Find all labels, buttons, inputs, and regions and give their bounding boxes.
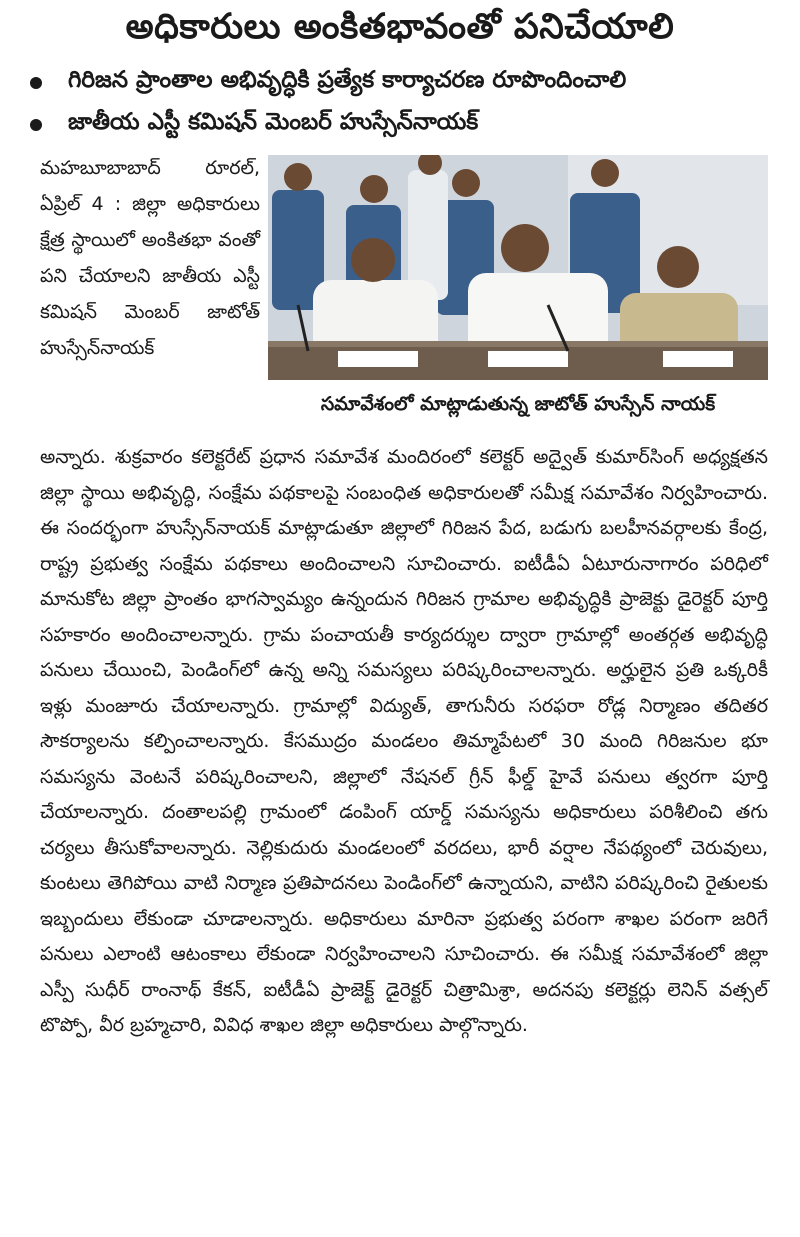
lead-paragraph: మహబూబాబాద్ రూరల్, ఏప్రిల్ 4 : జిల్లా అధికారులు క్షేత్ర స్థాయిలో అంకితభా వంతో పని చేయాలని జాతీయ ఎస్టీ కమిషన్ మెంబర్ జాటోత్ హుస్సేన్‌నాయక్ [40,157,260,359]
subheadline-text: గిరిజన ప్రాంతాల అభివృద్ధికి ప్రత్యేక కార్యాచరణ రూపొందించాలి [68,67,627,93]
bullet-icon [30,77,42,89]
meeting-photo-image [268,155,768,380]
headline: అధికారులు అంకితభావంతో పనిచేయాలి [125,7,675,47]
subheadline-item [30,62,780,104]
subheadline-list [30,62,780,146]
photo-caption: సమావేశంలో మాట్లాడుతున్న జాటోత్ హుస్సేన్ నాయక్ [320,392,716,415]
subheadline-item [30,104,780,146]
news-photo [268,155,768,430]
bullet-icon [30,119,42,131]
subheadline-text: జాతీయ ఎస్టీ కమిషన్ మెంబర్ హుస్సేన్‌నాయక్ [68,109,479,135]
article-body: అన్నారు. శుక్రవారం కలెక్టరేట్ ప్రధాన సమావేశ మందిరంలో కలెక్టర్ అద్వైత్ కుమార్‌సింగ్ అధ్యక్షతన జిల్లా స్థాయి అభివృద్ధి, సంక్షేమ పథకాలపై సంబంధిత అధికారులతో సమీక్ష సమావేశం నిర్వహించారు. ఈ సందర్భంగా హుస్సేన్‌నాయక్ మాట్లాడుతూ జిల్లాలో గిరిజన పేద, బడుగు బలహీనవర్గాలకు కేంద్ర, రాష్ట్ర ప్రభుత్వ సంక్షేమ పథకాలు అందించాలని సూచించారు. ఐటీడీఏ ఏటూరునాగారం పరిధిలో మానుకోట జిల్లా ప్రాంతం భాగస్వామ్యం ఉన్నందున గిరిజన గ్రామాల అభివృద్ధికి ప్రాజెక్టు డైరెక్టర్ పూర్తి సహకారం అందించాలన్నారు. గ్రామ పంచాయతీ కార్యదర్శుల ద్వారా గ్రామాల్లో అంతర్గత అభివృద్ధి పనులు చేయించి, పెండింగ్‌లో ఉన్న అన్ని సమస్యలు పరిష్కరించాలన్నారు. అర్హులైన ప్రతి ఒక్కరికీ ఇళ్లు మంజూరు చేయాలన్నారు. గ్రామాల్లో విద్యుత్, తాగునీరు సరఫరా రోడ్ల నిర్మాణం తదితర సౌకర్యాలను కల్పించాలన్నారు. కేసముద్రం మండలం తిమ్మాపేటలో 30 మంది గిరిజనుల భూ సమస్యను వెంటనే పరిష్కరించాలని, జిల్లాలో నేషనల్ గ్రీన్ ఫీల్డ్ హైవే పనులు త్వరగా పూర్తి చేయాలన్నారు. దంతాలపల్లి గ్రామంలో డంపింగ్ యార్డ్ సమస్యను అధికారులు పరిశీలించి తగు చర్యలు తీసుకోవాలన్నారు. నెల్లికుదురు మండలంలో వరదలు, భారీ వర్షాల నేపథ్యంలో చెరువులు, కుంటలు తెగిపోయి వాటి నిర్మాణ ప్రతిపాదనలు పెండింగ్‌లో ఉన్నాయని, వాటిని పరిష్కరించి రైతులకు ఇబ్బందులు లేకుండా చూడాలన్నారు. అధికారులు మారినా ప్రభుత్వ పరంగా శాఖల పరంగా జరిగే పనులు ఎలాంటి ఆటంకాలు లేకుండా నిర్వహించాలని సూచించారు. ఈ సమీక్ష సమావేశంలో జిల్లా ఎస్పీ సుధీర్ రాంనాథ్ కేకన్, ఐటీడీఏ ప్రాజెక్ట్ డైరెక్టర్ చిత్రామిశ్రా, అదనపు కలెక్టర్లు లెనిన్ వత్సల్ టొప్పో, వీర బ్రహ్మచారి, వివిధ శాఖల జిల్లా అధికారులు పాల్గొన్నారు. [40,446,768,1036]
